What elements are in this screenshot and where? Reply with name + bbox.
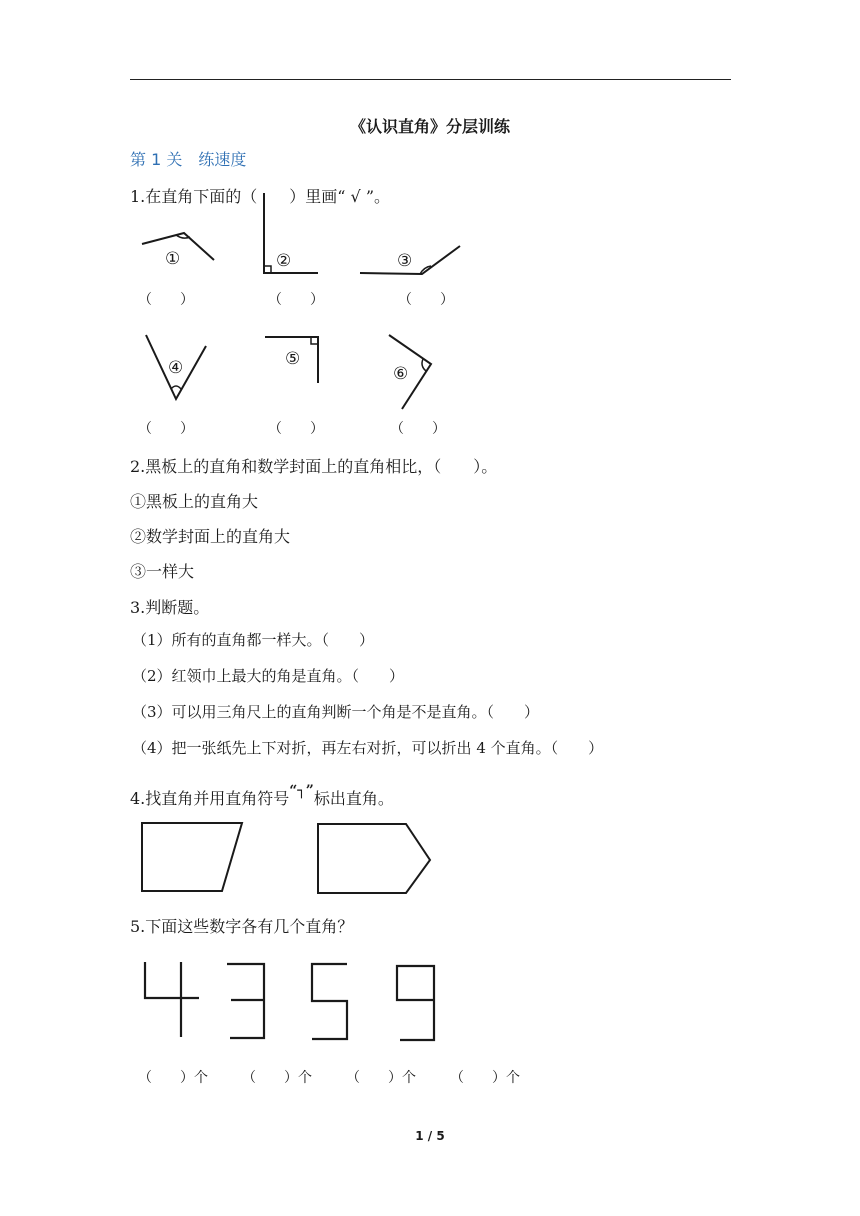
pentagon-shape (318, 824, 430, 893)
q2-prompt: 2.黑板上的直角和数学封面上的直角相比，（ ）。 (130, 457, 498, 476)
q1-prompt: 1.在直角下面的（ ）里画“ √ ”。 (130, 187, 390, 206)
q3-item-4: （4）把一张纸先上下对折，再左右对折，可以折出 4 个直角。（ ） (132, 739, 604, 757)
figure-label-6: ⑥ (393, 364, 409, 384)
answer-blank-6[interactable]: （ ） (390, 421, 446, 437)
answer-blank-5[interactable]: （ ） (268, 421, 324, 437)
answer-blank-3[interactable]: （ ） (398, 292, 454, 308)
figure-label-5: ⑤ (285, 349, 301, 369)
q3-prompt: 3.判断题。 (130, 598, 210, 617)
trapezoid-shape (142, 823, 242, 891)
q5-prompt: 5.下面这些数字各有几个直角？ (130, 917, 354, 936)
digit-4-figure (145, 962, 199, 1037)
q2-option-3: ③一样大 (130, 562, 195, 581)
digit-5-figure (312, 964, 347, 1039)
digit-5-answer[interactable]: （ ）个 (346, 1070, 416, 1086)
page-number: 1 / 5 (415, 1129, 445, 1143)
q3-item-2: （2）红领巾上最大的角是直角。（ ） (132, 667, 405, 685)
q4-prompt-after: 标出直角。 (313, 789, 394, 808)
answer-blank-1[interactable]: （ ） (138, 292, 194, 308)
q3-item-3: （3）可以用三角尺上的直角判断一个角是不是直角。（ ） (132, 703, 540, 721)
q4-prompt (130, 783, 394, 809)
q2-option-2: ②数学封面上的直角大 (130, 527, 291, 546)
q4-prompt-before: 4.找直角并用直角符号 (130, 789, 290, 808)
q2-option-1: ①黑板上的直角大 (130, 492, 259, 511)
section-heading: 第 1 关 练速度 (130, 150, 247, 169)
figure-label-4: ④ (168, 358, 184, 378)
answer-blank-2[interactable]: （ ） (268, 292, 324, 308)
digit-9-figure (397, 966, 434, 1040)
digit-3-figure (227, 964, 264, 1038)
right-angle-symbol: “┐” (289, 783, 314, 799)
digit-4-answer[interactable]: （ ）个 (138, 1070, 208, 1086)
figure-label-1: ① (165, 249, 181, 269)
digit-9-answer[interactable]: （ ）个 (450, 1070, 520, 1086)
q3-item-1: （1）所有的直角都一样大。（ ） (132, 631, 375, 649)
digit-3-answer[interactable]: （ ）个 (242, 1070, 312, 1086)
document-title: 《认识直角》分层训练 (349, 117, 510, 136)
figure-label-2: ② (276, 251, 292, 271)
figure-label-3: ③ (397, 251, 413, 271)
answer-blank-4[interactable]: （ ） (138, 421, 194, 437)
